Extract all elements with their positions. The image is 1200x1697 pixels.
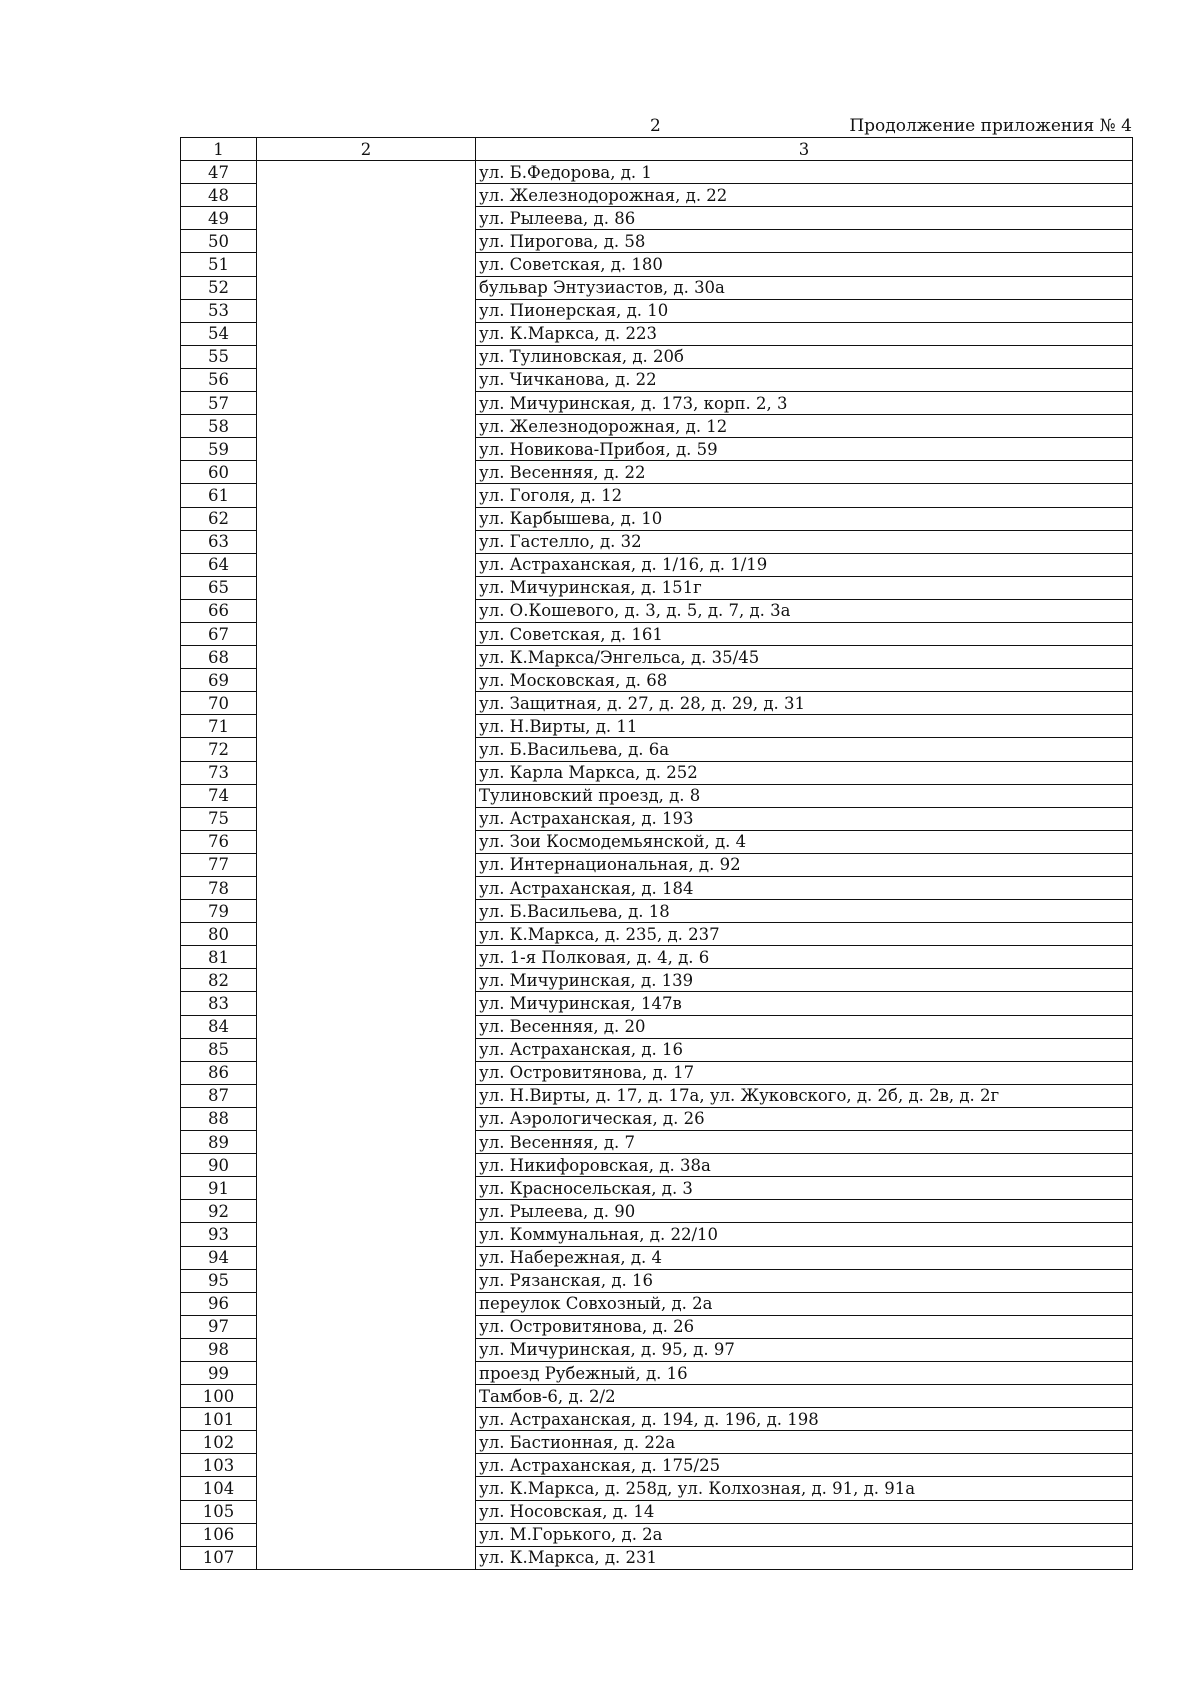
address-cell: ул. О.Кошевого, д. 3, д. 5, д. 7, д. 3а — [476, 599, 1133, 622]
address-cell: ул. Советская, д. 180 — [476, 253, 1133, 276]
address-cell: ул. Коммунальная, д. 22/10 — [476, 1223, 1133, 1246]
row-number: 56 — [181, 368, 257, 391]
row-number: 57 — [181, 392, 257, 415]
column-header-2: 2 — [257, 138, 476, 161]
row-number: 84 — [181, 1015, 257, 1038]
address-cell: ул. Рылеева, д. 90 — [476, 1200, 1133, 1223]
address-cell: переулок Совхозный, д. 2а — [476, 1292, 1133, 1315]
row-number: 59 — [181, 438, 257, 461]
column-2-cell — [257, 161, 476, 1570]
row-number: 49 — [181, 207, 257, 230]
table-row — [181, 161, 1133, 184]
address-cell: ул. Бастионная, д. 22а — [476, 1431, 1133, 1454]
address-cell: ул. Чичканова, д. 22 — [476, 368, 1133, 391]
address-cell: Тулиновский проезд, д. 8 — [476, 784, 1133, 807]
row-number: 100 — [181, 1385, 257, 1408]
address-cell: ул. Набережная, д. 4 — [476, 1246, 1133, 1269]
address-cell: ул. Советская, д. 161 — [476, 622, 1133, 645]
row-number: 103 — [181, 1454, 257, 1477]
row-number: 91 — [181, 1177, 257, 1200]
column-header-1: 1 — [181, 138, 257, 161]
row-number: 71 — [181, 715, 257, 738]
address-cell: ул. Новикова-Прибоя, д. 59 — [476, 438, 1133, 461]
address-cell: ул. Гастелло, д. 32 — [476, 530, 1133, 553]
address-cell: ул. Б.Васильева, д. 18 — [476, 900, 1133, 923]
header-row — [181, 138, 1133, 161]
row-number: 105 — [181, 1500, 257, 1523]
row-number: 101 — [181, 1408, 257, 1431]
row-number: 79 — [181, 900, 257, 923]
address-cell: ул. Московская, д. 68 — [476, 669, 1133, 692]
address-cell: ул. Зои Космодемьянской, д. 4 — [476, 830, 1133, 853]
row-number: 85 — [181, 1038, 257, 1061]
row-number: 54 — [181, 322, 257, 345]
row-number: 86 — [181, 1061, 257, 1084]
row-number: 88 — [181, 1107, 257, 1130]
address-cell: ул. Тулиновская, д. 20б — [476, 345, 1133, 368]
address-cell: ул. Гоголя, д. 12 — [476, 484, 1133, 507]
row-number: 98 — [181, 1338, 257, 1361]
address-cell: ул. Астраханская, д. 16 — [476, 1038, 1133, 1061]
address-cell: ул. Весенняя, д. 7 — [476, 1131, 1133, 1154]
address-cell: ул. Астраханская, д. 193 — [476, 807, 1133, 830]
row-number: 95 — [181, 1269, 257, 1292]
row-number: 74 — [181, 784, 257, 807]
row-number: 80 — [181, 923, 257, 946]
row-number: 94 — [181, 1246, 257, 1269]
column-header-3: 3 — [476, 138, 1133, 161]
address-cell: ул. М.Горького, д. 2а — [476, 1523, 1133, 1546]
row-number: 77 — [181, 853, 257, 876]
address-cell: ул. Б.Васильева, д. 6а — [476, 738, 1133, 761]
address-cell: ул. Мичуринская, д. 95, д. 97 — [476, 1338, 1133, 1361]
address-cell: ул. К.Маркса, д. 223 — [476, 322, 1133, 345]
address-cell: ул. Красносельская, д. 3 — [476, 1177, 1133, 1200]
address-cell: ул. Рылеева, д. 86 — [476, 207, 1133, 230]
address-cell: ул. Никифоровская, д. 38а — [476, 1154, 1133, 1177]
continuation-note: Продолжение приложения № 4 — [849, 116, 1132, 136]
row-number: 106 — [181, 1523, 257, 1546]
page-number: 2 — [650, 116, 661, 136]
row-number: 83 — [181, 992, 257, 1015]
row-number: 93 — [181, 1223, 257, 1246]
address-cell: ул. Островитянова, д. 17 — [476, 1061, 1133, 1084]
row-number: 102 — [181, 1431, 257, 1454]
row-number: 53 — [181, 299, 257, 322]
address-cell: ул. 1-я Полковая, д. 4, д. 6 — [476, 946, 1133, 969]
address-cell: ул. Астраханская, д. 184 — [476, 877, 1133, 900]
address-cell: ул. Аэрологическая, д. 26 — [476, 1107, 1133, 1130]
row-number: 73 — [181, 761, 257, 784]
address-cell: ул. Железнодорожная, д. 12 — [476, 415, 1133, 438]
address-cell: ул. Пионерская, д. 10 — [476, 299, 1133, 322]
row-number: 62 — [181, 507, 257, 530]
address-cell: ул. Мичуринская, д. 173, корп. 2, 3 — [476, 392, 1133, 415]
address-cell: ул. Защитная, д. 27, д. 28, д. 29, д. 31 — [476, 692, 1133, 715]
row-number: 69 — [181, 669, 257, 692]
row-number: 63 — [181, 530, 257, 553]
address-cell: ул. К.Маркса/Энгельса, д. 35/45 — [476, 646, 1133, 669]
row-number: 90 — [181, 1154, 257, 1177]
row-number: 61 — [181, 484, 257, 507]
row-number: 50 — [181, 230, 257, 253]
address-cell: проезд Рубежный, д. 16 — [476, 1361, 1133, 1384]
row-number: 70 — [181, 692, 257, 715]
address-cell: Тамбов-6, д. 2/2 — [476, 1385, 1133, 1408]
row-number: 107 — [181, 1546, 257, 1569]
address-cell: ул. Мичуринская, 147в — [476, 992, 1133, 1015]
row-number: 75 — [181, 807, 257, 830]
address-cell: ул. Астраханская, д. 194, д. 196, д. 198 — [476, 1408, 1133, 1431]
row-number: 99 — [181, 1361, 257, 1384]
address-cell: ул. Астраханская, д. 175/25 — [476, 1454, 1133, 1477]
row-number: 81 — [181, 946, 257, 969]
address-cell: ул. Островитянова, д. 26 — [476, 1315, 1133, 1338]
row-number: 76 — [181, 830, 257, 853]
row-number: 51 — [181, 253, 257, 276]
row-number: 72 — [181, 738, 257, 761]
row-number: 47 — [181, 161, 257, 184]
row-number: 65 — [181, 576, 257, 599]
row-number: 52 — [181, 276, 257, 299]
row-number: 60 — [181, 461, 257, 484]
address-cell: ул. Железнодорожная, д. 22 — [476, 184, 1133, 207]
address-table — [180, 137, 1133, 1570]
address-cell: ул. Весенняя, д. 22 — [476, 461, 1133, 484]
address-cell: ул. Карбышева, д. 10 — [476, 507, 1133, 530]
address-cell: ул. Весенняя, д. 20 — [476, 1015, 1133, 1038]
row-number: 96 — [181, 1292, 257, 1315]
row-number: 66 — [181, 599, 257, 622]
address-cell: ул. К.Маркса, д. 231 — [476, 1546, 1133, 1569]
address-cell: ул. Носовская, д. 14 — [476, 1500, 1133, 1523]
row-number: 55 — [181, 345, 257, 368]
address-cell: ул. Н.Вирты, д. 11 — [476, 715, 1133, 738]
row-number: 48 — [181, 184, 257, 207]
address-cell: бульвар Энтузиастов, д. 30а — [476, 276, 1133, 299]
address-cell: ул. Н.Вирты, д. 17, д. 17а, ул. Жуковского, д. 2б, д. 2в, д. 2г — [476, 1084, 1133, 1107]
address-cell: ул. Б.Федорова, д. 1 — [476, 161, 1133, 184]
table-body — [181, 161, 1133, 1570]
row-number: 82 — [181, 969, 257, 992]
address-cell: ул. К.Маркса, д. 235, д. 237 — [476, 923, 1133, 946]
row-number: 97 — [181, 1315, 257, 1338]
address-cell: ул. Карла Маркса, д. 252 — [476, 761, 1133, 784]
row-number: 104 — [181, 1477, 257, 1500]
row-number: 68 — [181, 646, 257, 669]
address-cell: ул. Мичуринская, д. 139 — [476, 969, 1133, 992]
address-cell: ул. Интернациональная, д. 92 — [476, 853, 1133, 876]
address-cell: ул. Пирогова, д. 58 — [476, 230, 1133, 253]
row-number: 64 — [181, 553, 257, 576]
address-cell: ул. К.Маркса, д. 258д, ул. Колхозная, д. 91, д. 91а — [476, 1477, 1133, 1500]
row-number: 58 — [181, 415, 257, 438]
address-cell: ул. Астраханская, д. 1/16, д. 1/19 — [476, 553, 1133, 576]
row-number: 78 — [181, 877, 257, 900]
address-cell: ул. Рязанская, д. 16 — [476, 1269, 1133, 1292]
row-number: 89 — [181, 1131, 257, 1154]
row-number: 67 — [181, 622, 257, 645]
row-number: 92 — [181, 1200, 257, 1223]
address-cell: ул. Мичуринская, д. 151г — [476, 576, 1133, 599]
row-number: 87 — [181, 1084, 257, 1107]
